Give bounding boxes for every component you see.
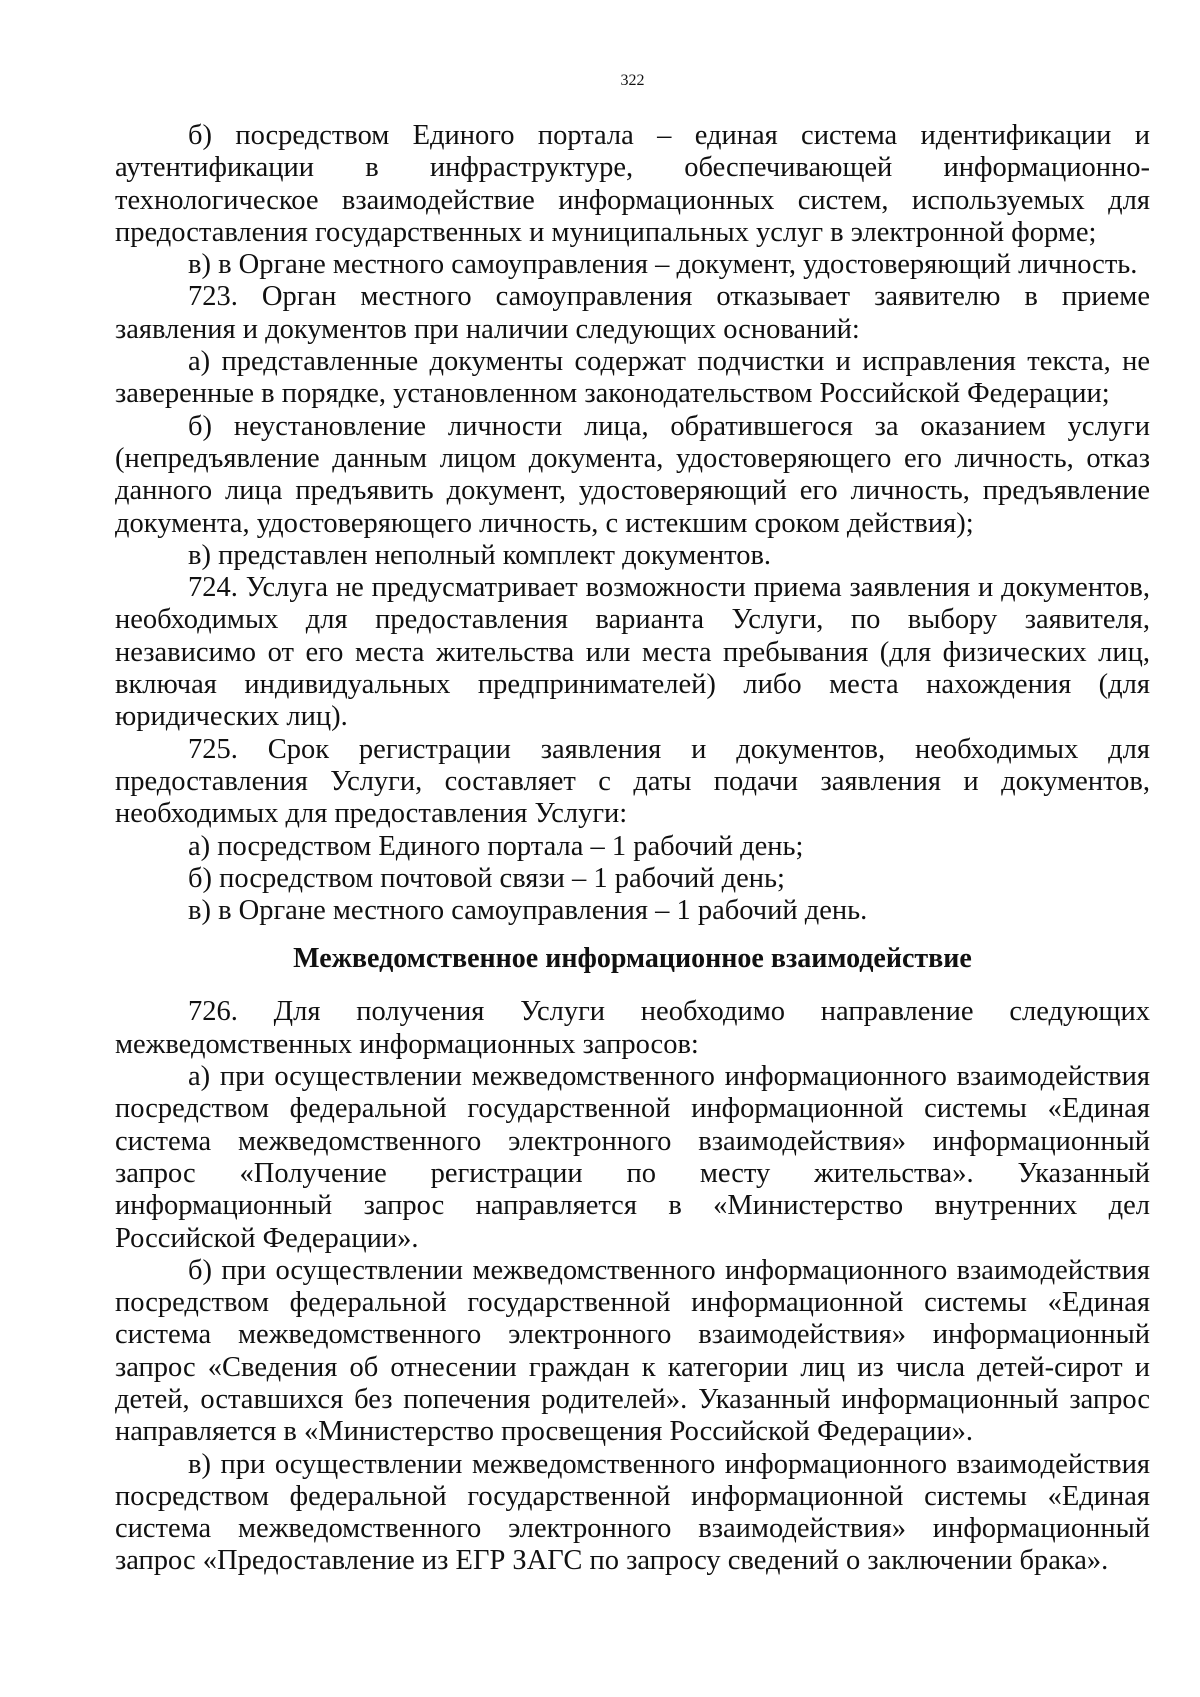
paragraph-725-v: в) в Органе местного самоуправления – 1 рабочий день. (188, 895, 868, 927)
paragraph-725-a: а) посредством Единого портала – 1 рабочий день; (188, 830, 804, 862)
paragraph-724: 724. Услуга не предусматривает возможности приема заявления и документов, необходимых для предоставления варианта Услуги, по выбору заявителя, независимо от его места жительства или места пребывания (для физических лиц, включая индивидуальных предпринимателей) либо места нахождения (для юридических лиц). (115, 572, 1150, 733)
section-heading: Межведомственное информационное взаимодействие (293, 943, 972, 975)
paragraph-723-b: б) неустановление личности лица, обратившегося за оказанием услуги (непредъявление данным лицом документа, удостоверяющего его личность, отказ данного лица предъявить документ, удостоверяющий его личность, предъявление документа, удостоверяющего личность, с истекшим сроком действия); (115, 410, 1150, 539)
paragraph-726: 726. Для получения Услуги необходимо направление следующих межведомственных информационных запросов: (115, 996, 1150, 1060)
paragraph-726-a: а) при осуществлении межведомственного информационного взаимодействия посредством федеральной государственной информационной системы «Единая система межведомственного электронного взаимодействия» информационный запрос «Получение регистрации по месту жительства». Указанный информационный запрос направляется в «Министерство внутренних дел Российской Федерации». (115, 1061, 1150, 1254)
paragraph-726-b: б) при осуществлении межведомственного информационного взаимодействия посредством федеральной государственной информационной системы «Единая система межведомственного электронного взаимодействия» информационный запрос «Сведения об отнесении граждан к категории лиц из числа детей-сирот и детей, оставшихся без попечения родителей». Указанный информационный запрос направляется в «Министерство просвещения Российской Федерации». (115, 1254, 1150, 1448)
page-number: 322 (620, 72, 645, 89)
paragraph-723: 723. Орган местного самоуправления отказывает заявителю в приеме заявления и документов при наличии следующих оснований: (115, 281, 1150, 345)
paragraph-v-identity-document: в) в Органе местного самоуправления – документ, удостоверяющий личность. (188, 249, 1138, 281)
paragraph-725-b: б) посредством почтовой связи – 1 рабочий день; (188, 862, 785, 894)
document-body (115, 120, 1150, 1578)
paragraph-723-v: в) представлен неполный комплект документов. (188, 539, 772, 571)
paragraph-723-a: а) представленные документы содержат подчистки и исправления текста, не заверенные в порядке, установленном законодательством Российской Федерации; (115, 346, 1150, 410)
paragraph-726-v: в) при осуществлении межведомственного информационного взаимодействия посредством федеральной государственной информационной системы «Единая система межведомственного электронного взаимодействия» информационный запрос «Предоставление из ЕГР ЗАГС по запросу сведений о заключении брака». (115, 1448, 1150, 1577)
paragraph-725: 725. Срок регистрации заявления и документов, необходимых для предоставления Услуги, составляет с даты подачи заявления и документов, необходимых для предоставления Услуги: (115, 733, 1150, 830)
paragraph-b-identification: б) посредством Единого портала – единая система идентификации и аутентификации в инфраструктуре, обеспечивающей информационно-технологическое взаимодействие информационных систем, используемых для предоставления государственных и муниципальных услуг в электронной форме; (115, 120, 1150, 248)
